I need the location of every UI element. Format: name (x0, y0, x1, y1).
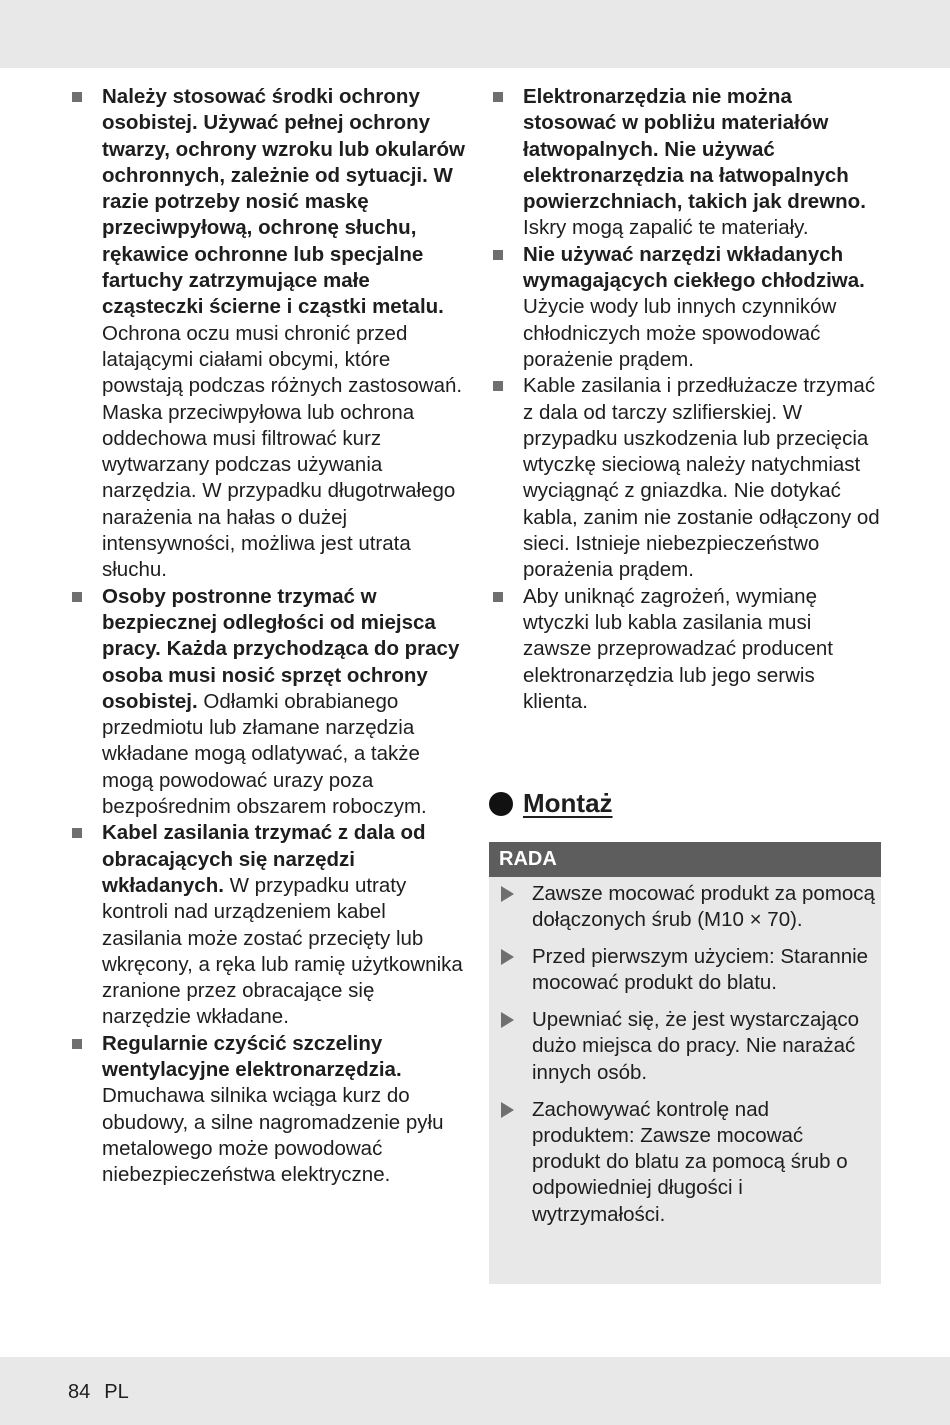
item-text: Użycie wody lub innych czynników chłodniczych może spowodować porażenie prądem. (523, 295, 837, 371)
list-item (489, 584, 881, 715)
square-bullet-icon (72, 592, 82, 602)
square-bullet-icon (493, 381, 503, 391)
item-text: Dmuchawa silnika wciąga kurz do obudowy, a silne nagromadzenie pyłu metalowego może powodować niebezpieczeństwa elektryczne. (102, 1084, 444, 1187)
tip-item-text: Upewniać się, że jest wystarczająco dużo miejsca do pracy. Nie narażać innych osób. (532, 1008, 859, 1084)
square-bullet-icon (493, 592, 503, 602)
item-text: W przypadku utraty kontroli nad urządzeniem kabel zasilania może zostać przecięty lub wkręcony, a ręka lub ramię użytkownika zranione przez obracające się narzędzie wkładane. (102, 873, 463, 1029)
item-bold-text: Osoby postronne trzymać w bezpiecznej odległości od miejsca pracy. Każda przychodząca do pracy osoba musi nosić sprzęt ochrony osobistej. (102, 584, 460, 713)
tip-item-text: Zawsze mocować produkt za pomocą dołączonych śrub (M10 × 70). (532, 882, 875, 932)
list-item (68, 84, 468, 584)
tip-item (489, 1007, 881, 1086)
tip-box (489, 842, 881, 1284)
item-text: Kable zasilania i przedłużacze trzymać z dala od tarczy szlifierskiej. W przypadku uszkodzenia lub przecięcia wtyczkę sieciową należy natychmiast wyciągnąć z gniazdka. Nie dotykać kabla, zanim nie zostanie odłączony od sieci. Istnieje niebezpieczeństwo porażenia prądem. (523, 374, 880, 582)
tip-item (489, 1097, 881, 1228)
list-item (68, 1031, 468, 1189)
item-bold-text: Regularnie czyścić szczeliny wentylacyjne elektronarzędzia. (102, 1031, 402, 1081)
tip-item (489, 944, 881, 997)
header-band (0, 0, 950, 68)
list-item (489, 84, 881, 242)
list-item (68, 584, 468, 821)
tip-list (489, 877, 881, 1228)
page-number: 84 (68, 1381, 91, 1403)
square-bullet-icon (72, 92, 82, 102)
page-footer (68, 1380, 129, 1404)
footer-band (0, 1357, 950, 1425)
tip-header: RADA (489, 842, 881, 877)
square-bullet-icon (493, 92, 503, 102)
section-title: Montaż (523, 788, 613, 818)
list-item (489, 242, 881, 373)
right-column (489, 84, 881, 715)
list-item (489, 373, 881, 583)
triangle-bullet-icon (501, 1102, 514, 1118)
bullet-dot-icon (489, 792, 513, 816)
safety-list-right (489, 84, 881, 715)
tip-item (489, 881, 881, 934)
triangle-bullet-icon (501, 1012, 514, 1028)
square-bullet-icon (493, 250, 503, 260)
item-bold-text: Nie używać narzędzi wkładanych wymagających ciekłego chłodziwa. (523, 242, 865, 293)
language-code: PL (104, 1381, 129, 1403)
triangle-bullet-icon (501, 886, 514, 902)
square-bullet-icon (72, 828, 82, 838)
left-column (68, 84, 468, 1188)
tip-item-text: Przed pierwszym użyciem: Starannie mocować produkt do blatu. (532, 945, 869, 995)
item-bold-text: Kabel zasilania trzymać z dala od obracających się narzędzi wkładanych. (102, 821, 426, 897)
item-text: Ochrona oczu musi chronić przed latającymi ciałami obcymi, które powstają podczas różnych zastosowań. Maska przeciwpyłowa lub ochrona oddechowa musi filtrować kurz wytwarzany podczas używania narzędzia. W przypadku długotrwałego narażenia na hałas o dużej intensywności, możliwa jest utrata słuchu. (102, 321, 463, 582)
safety-list-left (68, 84, 468, 1188)
section-heading (489, 788, 613, 819)
item-bold-text: Należy stosować środki ochrony osobistej. Używać pełnej ochrony twarzy, ochrony wzroku lub okularów ochronnych, zależnie od sytuacji. W razie potrzeby nosić maskę przeciwpyłową, ochronę słuchu, rękawice ochronne lub specjalne fartuchy zatrzymujące małe cząsteczki ścierne i cząstki metalu. (102, 85, 465, 319)
list-item (68, 820, 468, 1030)
tip-item-text: Zachowywać kontrolę nad produktem: Zawsze mocować produkt do blatu za pomocą śrub o odpowiedniej długości i wytrzymałości. (532, 1097, 848, 1226)
item-text: Odłamki obrabianego przedmiotu lub złamane narzędzia wkładane mogą odlatywać, a także mogą powodować urazy poza bezpośrednim obszarem roboczym. (102, 689, 427, 819)
square-bullet-icon (72, 1039, 82, 1049)
item-bold-text: Elektronarzędzia nie można stosować w pobliżu materiałów łatwopalnych. Nie używać elektronarzędzia na łatwopalnych powierzchniach, takich jak drewno. (523, 85, 866, 214)
item-text: Aby uniknąć zagrożeń, wymianę wtyczki lub kabla zasilania musi zawsze przeprowadzać producent elektronarzędzia lub jego serwis klienta. (523, 584, 833, 713)
item-text: Iskry mogą zapalić te materiały. (523, 216, 809, 240)
triangle-bullet-icon (501, 949, 514, 965)
